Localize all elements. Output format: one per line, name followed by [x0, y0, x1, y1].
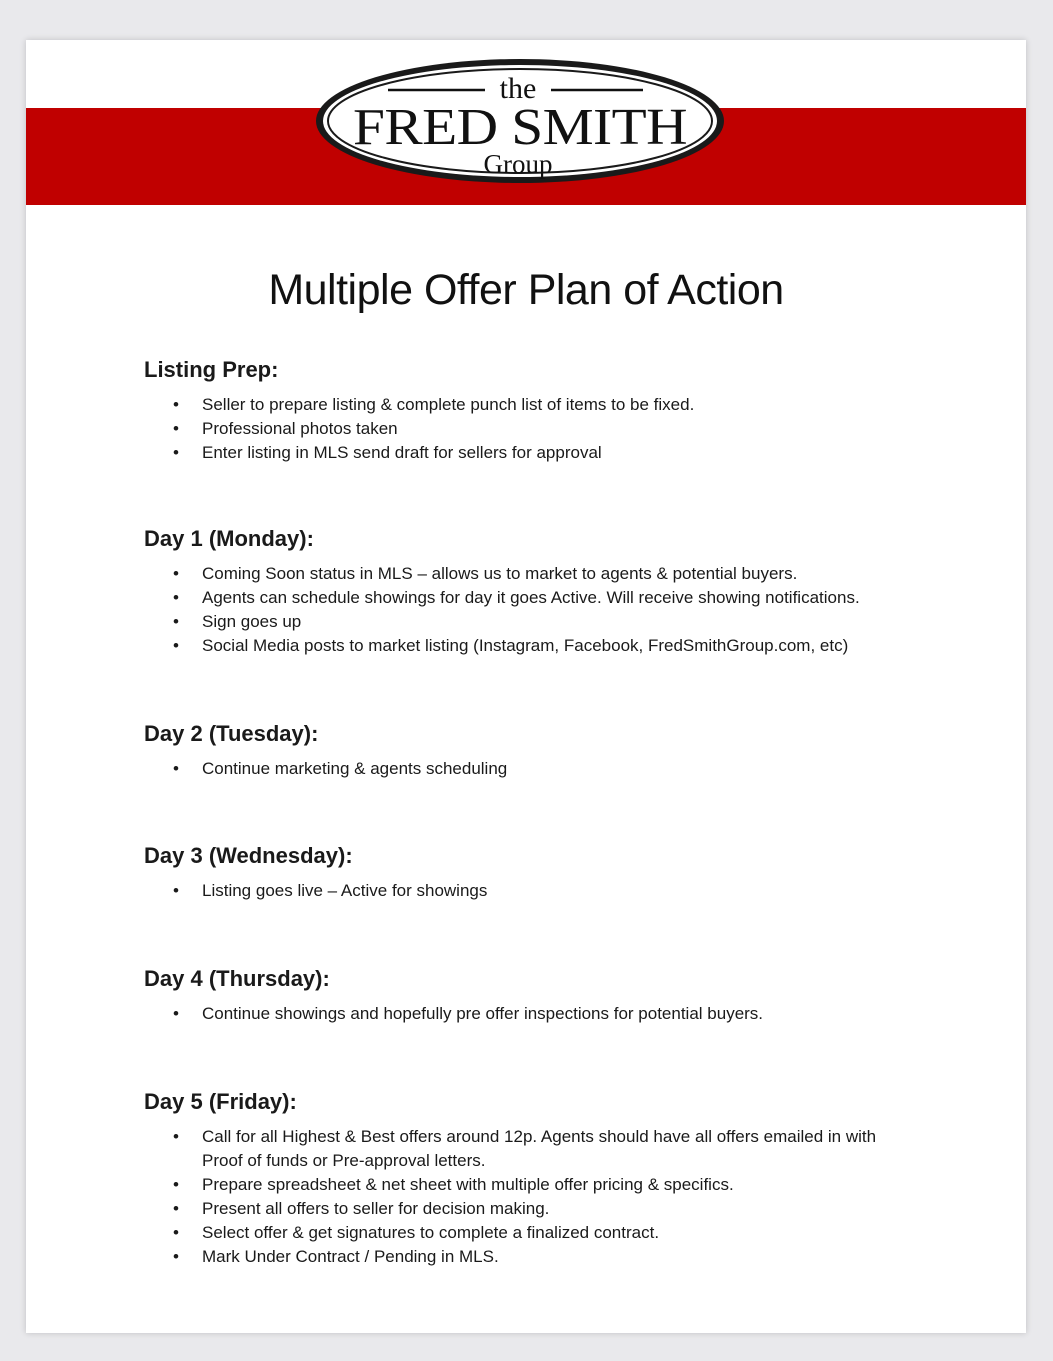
section-listing-prep — [144, 357, 944, 465]
document-title: Multiple Offer Plan of Action — [268, 266, 784, 314]
bullet-list — [144, 1002, 944, 1026]
list-item-text: Continue showings and hopefully pre offer inspections for potential buyers. — [202, 1004, 764, 1023]
logo-word-fred-smith: FRED SMITH — [353, 99, 687, 156]
list-item-text: Select offer & get signatures to complete a finalized contract. — [202, 1223, 660, 1242]
section-heading: Day 4 (Thursday): — [144, 966, 330, 991]
list-item — [144, 1197, 902, 1221]
bullet-icon: • — [173, 636, 179, 655]
section-heading: Day 3 (Wednesday): — [144, 843, 353, 868]
bullet-icon: • — [173, 1199, 179, 1218]
list-item — [144, 1173, 902, 1197]
document-page — [26, 40, 1026, 1333]
list-item-text: Sign goes up — [202, 612, 302, 631]
list-item-text: Prepare spreadsheet & net sheet with multiple offer pricing & specifics. — [202, 1175, 734, 1194]
section-day-2 — [144, 721, 944, 781]
list-item-text: Agents can schedule showings for day it goes Active. Will receive showing notifications. — [202, 588, 860, 607]
bullet-icon: • — [173, 1004, 179, 1023]
bullet-icon: • — [173, 759, 179, 778]
section-heading: Day 1 (Monday): — [144, 526, 314, 551]
section-day-3 — [144, 843, 944, 903]
bullet-icon: • — [173, 1247, 179, 1266]
section-heading: Day 5 (Friday): — [144, 1089, 297, 1114]
fred-smith-group-logo — [313, 56, 727, 186]
section-heading: Listing Prep: — [144, 357, 279, 382]
list-item-text: Coming Soon status in MLS – allows us to market to agents & potential buyers. — [202, 564, 798, 583]
list-item — [144, 441, 902, 465]
bullet-list — [144, 1125, 944, 1269]
list-item-text: Seller to prepare listing & complete punch list of items to be fixed. — [202, 395, 695, 414]
list-item — [144, 757, 902, 781]
list-item-text: Social Media posts to market listing (Instagram, Facebook, FredSmithGroup.com, etc) — [202, 636, 849, 655]
list-item-text: Continue marketing & agents scheduling — [202, 759, 508, 778]
bullet-icon: • — [173, 588, 179, 607]
bullet-list — [144, 393, 944, 465]
list-item — [144, 1245, 902, 1269]
list-item — [144, 610, 902, 634]
section-day-1 — [144, 526, 944, 658]
list-item — [144, 1221, 902, 1245]
list-item — [144, 393, 902, 417]
bullet-icon: • — [173, 612, 179, 631]
bullet-icon: • — [173, 1175, 179, 1194]
list-item — [144, 634, 902, 658]
list-item-text: Enter listing in MLS send draft for sellers for approval — [202, 443, 602, 462]
bullet-icon: • — [173, 1223, 179, 1242]
list-item-text: Present all offers to seller for decision making. — [202, 1199, 550, 1218]
list-item — [144, 1002, 902, 1026]
section-heading: Day 2 (Tuesday): — [144, 721, 319, 746]
list-item — [144, 879, 902, 903]
bullet-icon: • — [173, 443, 179, 462]
bullet-icon: • — [173, 564, 179, 583]
bullet-icon: • — [173, 419, 179, 438]
bullet-icon: • — [173, 881, 179, 900]
bullet-list — [144, 879, 944, 903]
bullet-list — [144, 562, 944, 658]
logo-word-group: Group — [483, 149, 553, 179]
list-item-text: Listing goes live – Active for showings — [202, 881, 488, 900]
list-item-text: Call for all Highest & Best offers around 12p. Agents should have all offers emailed in with Proof of funds or Pre-approval letters. — [202, 1127, 877, 1170]
list-item — [144, 1125, 902, 1173]
list-item — [144, 586, 902, 610]
bullet-list — [144, 757, 944, 781]
bullet-icon: • — [173, 1127, 179, 1146]
logo-word-the: the — [499, 72, 537, 105]
section-day-5 — [144, 1089, 944, 1269]
list-item-text: Mark Under Contract / Pending in MLS. — [202, 1247, 499, 1266]
list-item — [144, 562, 902, 586]
list-item-text: Professional photos taken — [202, 419, 398, 438]
bullet-icon: • — [173, 395, 179, 414]
list-item — [144, 417, 902, 441]
section-day-4 — [144, 966, 944, 1026]
